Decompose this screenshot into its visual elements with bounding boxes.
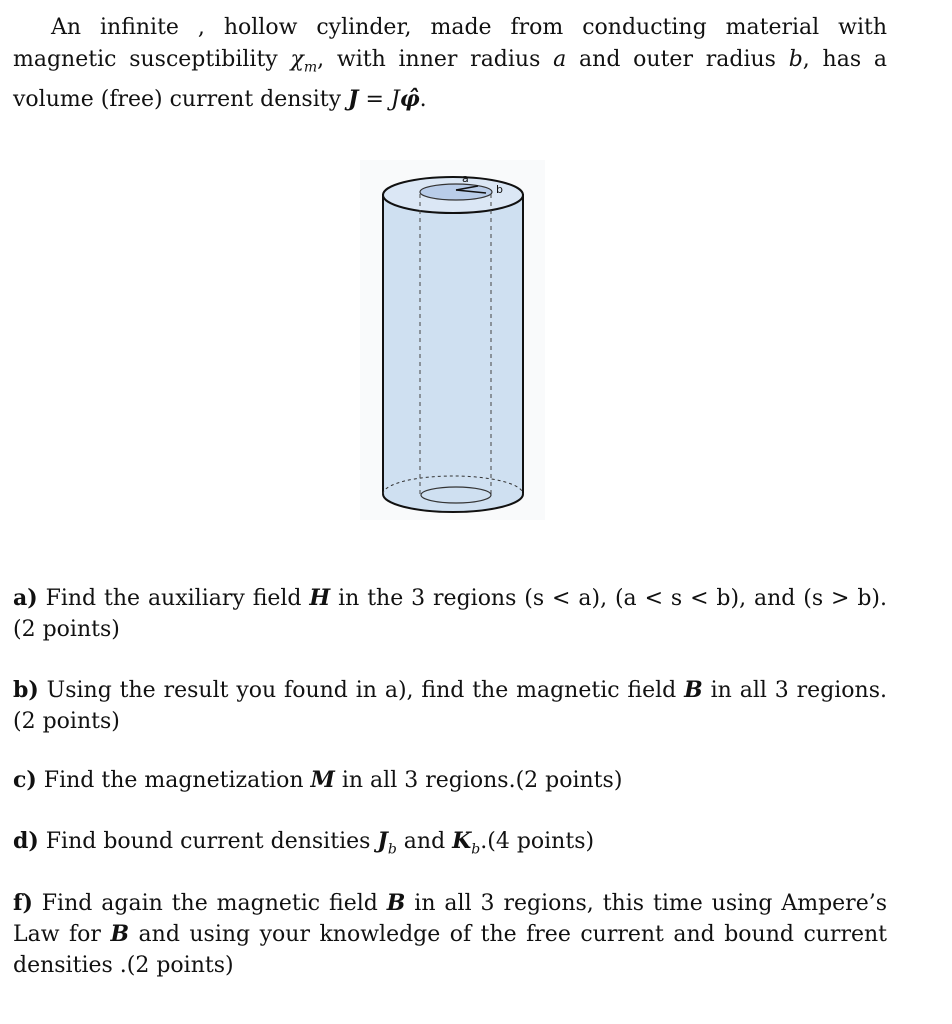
question-b-rest: in all 3 regions.(2 points)	[13, 678, 888, 734]
question-b-vector: B	[684, 677, 703, 703]
question-a	[13, 583, 887, 645]
intro-text-2: , with inner radius	[317, 47, 554, 72]
problem-statement	[13, 12, 887, 116]
question-d-vector-k: K	[452, 828, 472, 854]
question-f-vector-b2: B	[110, 921, 130, 947]
intro-text-1: An infinite , hollow cylinder, made from conducting material with magnetic susceptibility	[13, 15, 887, 72]
question-c-vector: M	[310, 767, 335, 793]
question-f-mid: in all 3 regions, this time using Ampere’s Law for	[13, 891, 887, 947]
inner-radius-symbol: a	[553, 47, 567, 72]
question-f-label: f)	[13, 890, 33, 916]
intro-text-3: and outer radius	[566, 47, 789, 72]
question-d-vector-j: J	[377, 828, 388, 854]
question-c-rest: in all 3 regions.(2 points)	[334, 768, 623, 793]
chi-subscript: m	[303, 59, 318, 76]
intro-text-4: , has a volume (free) current density	[13, 47, 888, 113]
question-c	[13, 765, 887, 796]
question-a-rest: in the 3 regions (s < a), (a < s < b), and (s > b).(2 points)	[13, 586, 887, 642]
question-f-vector-b1: B	[386, 890, 406, 916]
question-a-vector: H	[309, 585, 331, 611]
phi-hat-unit-vector: φ̂	[399, 86, 420, 113]
intro-end: .	[419, 87, 427, 113]
current-density-vector: J	[348, 86, 359, 113]
question-b	[13, 675, 887, 737]
question-f-rest: and using your knowledge of the free current and bound current densities .(2 points)	[13, 922, 887, 978]
question-b-text: Using the result you found in a), find the magnetic field	[38, 678, 685, 703]
chi-symbol: χ	[290, 47, 304, 72]
question-d-label: d)	[13, 828, 39, 854]
question-d-mid: and	[396, 829, 453, 854]
question-d-rest: .(4 points)	[480, 829, 595, 854]
label-b: b	[496, 183, 503, 196]
question-d-sub-k: b	[471, 841, 481, 858]
label-a: a	[462, 172, 469, 185]
question-f	[13, 888, 887, 981]
question-d-text: Find bound current densities	[38, 829, 378, 854]
question-a-text: Find the auxiliary field	[37, 586, 310, 611]
question-c-label: c)	[13, 767, 37, 793]
question-d-sub-j: b	[387, 841, 397, 858]
question-b-label: b)	[13, 677, 39, 703]
question-f-text: Find again the magnetic field	[32, 891, 387, 916]
question-d	[13, 826, 887, 865]
equals-sign: =	[358, 87, 391, 113]
current-density-magnitude: J	[390, 87, 400, 113]
cylinder-body	[383, 195, 523, 512]
question-a-label: a)	[13, 585, 38, 611]
hollow-cylinder-figure	[360, 160, 545, 520]
outer-radius-symbol: b	[788, 47, 803, 72]
question-c-text: Find the magnetization	[36, 768, 311, 793]
